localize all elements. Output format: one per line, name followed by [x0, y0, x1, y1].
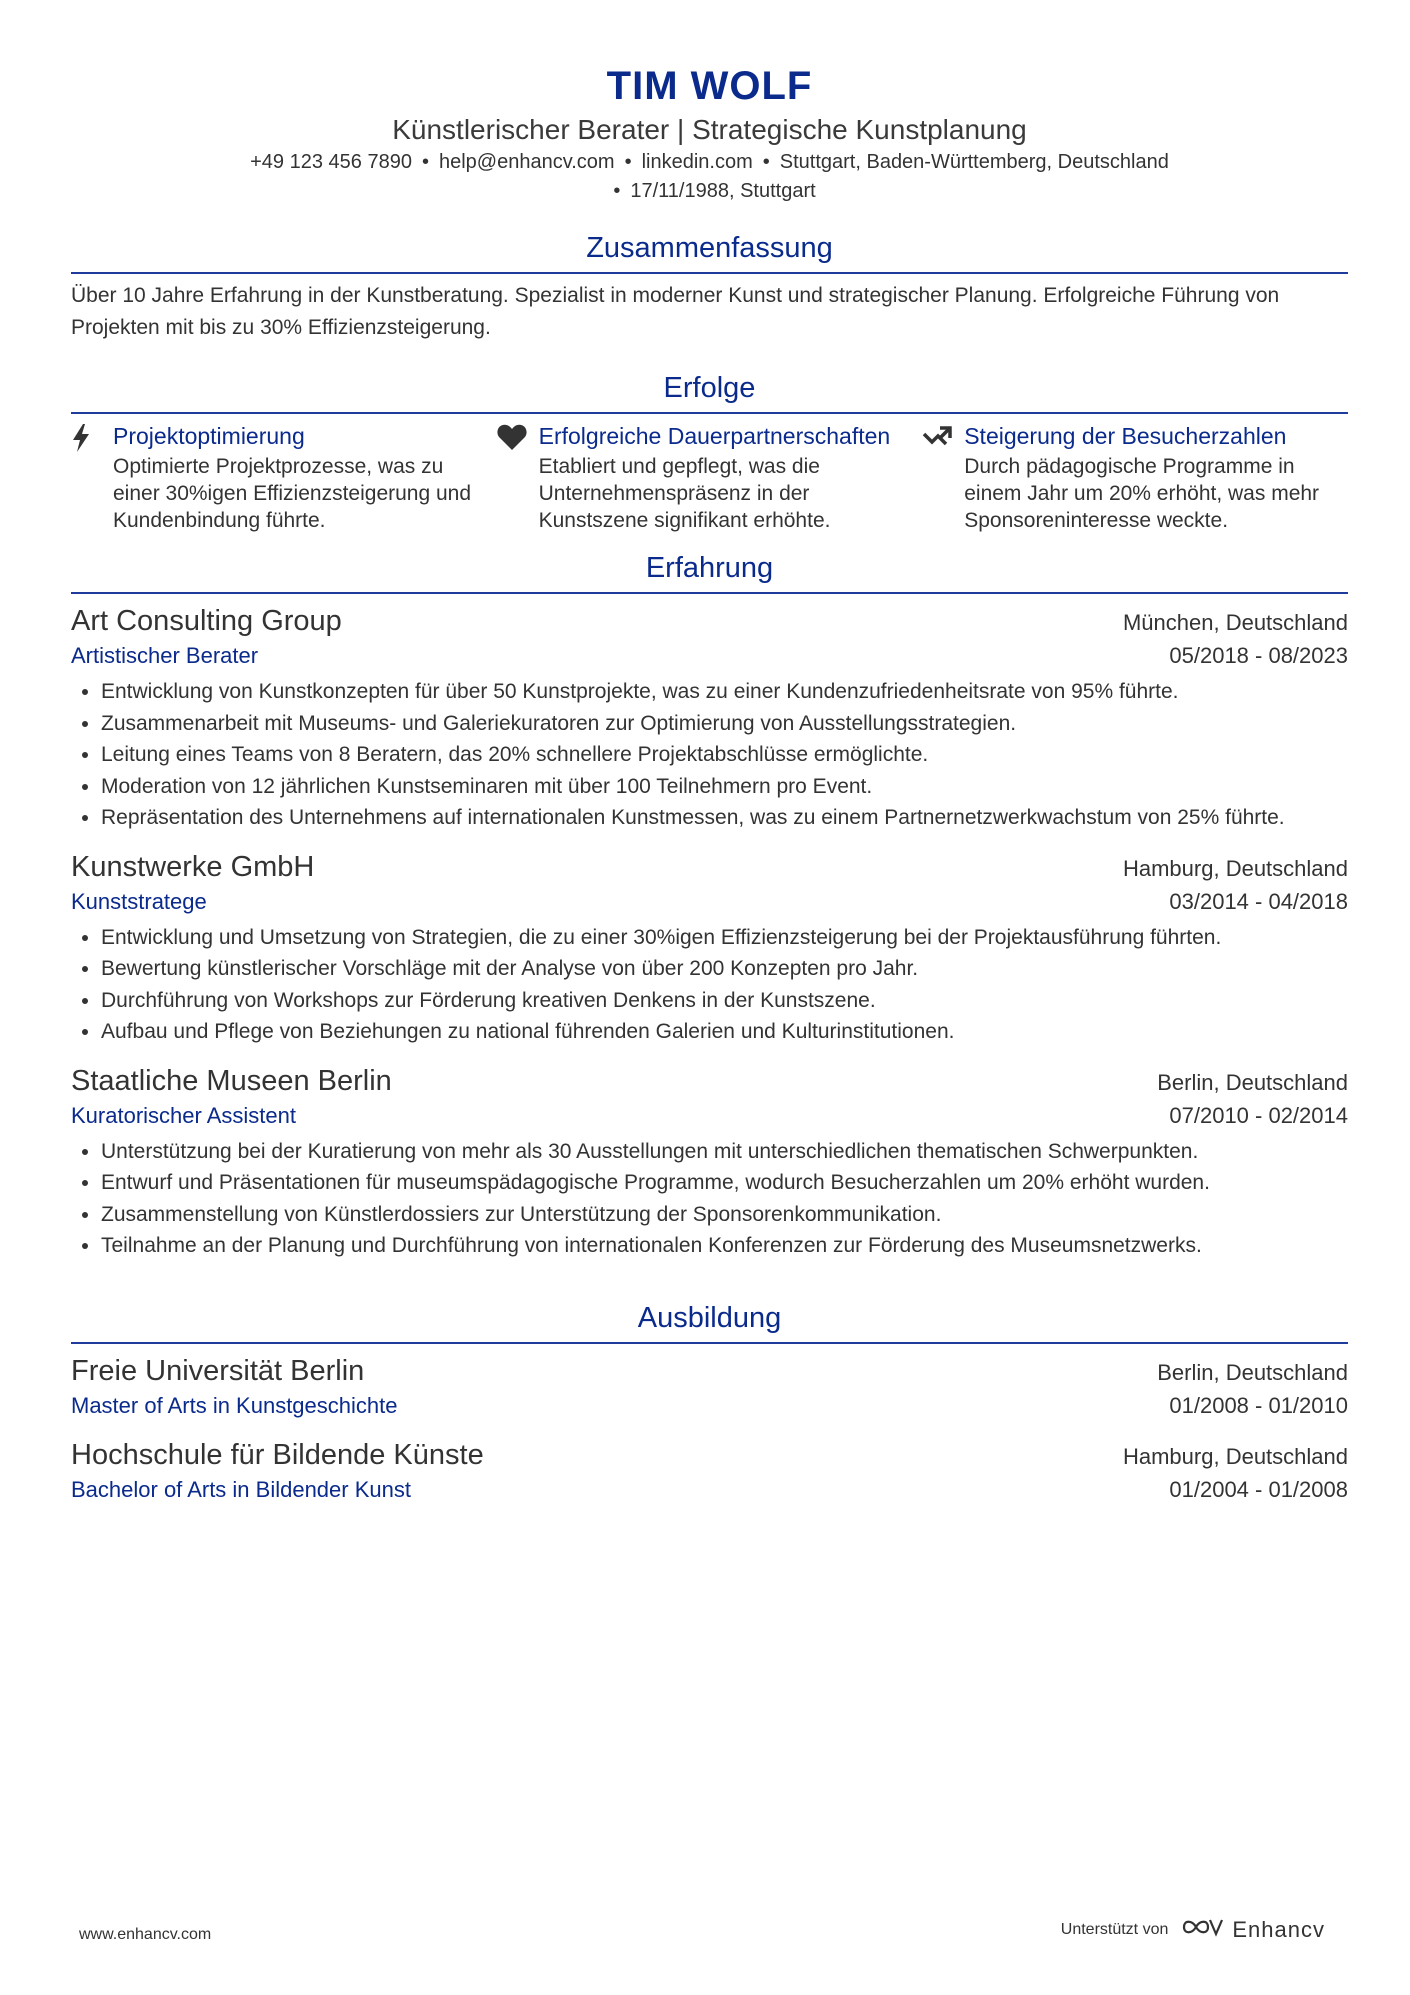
job-entry — [71, 602, 1348, 834]
bullet-item: • Repräsentation des Unternehmens auf internationalen Kunstmessen, was zu einem Partnernetzwerkwachstum von 25% führte. — [101, 802, 1348, 834]
trend-icon — [922, 422, 964, 534]
location: Stuttgart, Baden-Württemberg, Deutschland — [779, 151, 1169, 173]
bullet-item: • Unterstützung bei der Kuratierung von mehr als 30 Ausstellungen mit unterschiedlichen thematischen Schwerpunkten. — [101, 1136, 1348, 1168]
experience-section — [71, 550, 1348, 1262]
school-location: Berlin, Deutschland — [1157, 1359, 1348, 1385]
heart-icon — [497, 422, 539, 534]
achievement-desc: Durch pädagogische Programme in einem Jahr um 20% erhöht, was mehr Sponsoreninteresse weckte. — [964, 455, 1320, 532]
company-name: Art Consulting Group — [71, 605, 342, 637]
company-name: Kunstwerke GmbH — [71, 850, 315, 883]
degree: Bachelor of Arts in Bildender Kunst — [71, 1476, 411, 1502]
bullet-item: • Teilnahme an der Planung und Durchführung von internationalen Konferenzen zur Förderung des Museumsnetzwerks. — [101, 1230, 1348, 1262]
candidate-subtitle: Künstlerischer Berater | Strategische Kunstplanung — [392, 114, 1027, 145]
bullet-item: • Entwicklung und Umsetzung von Strategien, die zu einer 30%igen Effizienzsteigerung bei der Projektausführung führten. — [101, 922, 1348, 954]
bullet-item: • Zusammenstellung von Künstlerdossiers zur Unterstützung der Sponsorenkommunikation. — [101, 1199, 1348, 1231]
education-dates: 01/2008 - 01/2010 — [1169, 1392, 1348, 1418]
job-location: Hamburg, Deutschland — [1122, 855, 1348, 881]
email[interactable]: help@enhancv.com — [438, 151, 615, 173]
footer-website[interactable]: www.enhancv.com — [79, 1926, 212, 1943]
bullet-item: • Bewertung künstlerischer Vorschläge mit der Analyse von über 200 Konzepten pro Jahr. — [101, 953, 1348, 985]
achievement-desc: Etabliert und gepflegt, was die Unternehmenspräsenz in der Kunstszene signifikant erhöhte. — [538, 455, 831, 532]
job-bullets — [71, 922, 1348, 1048]
job-role: Kuratorischer Assistent — [71, 1102, 296, 1128]
achievement-desc: Optimierte Projektprozesse, was zu einer 30%igen Effizienzsteigerung und Kundenbindung führte. — [113, 455, 472, 532]
linkedin[interactable]: linkedin.com — [641, 151, 753, 173]
lightning-icon — [71, 422, 113, 534]
job-bullets — [71, 676, 1348, 834]
resume-page — [71, 0, 1348, 1506]
section-title: Erfolge — [71, 370, 1348, 414]
section-title: Ausbildung — [71, 1300, 1348, 1344]
enhancv-logo-icon — [1180, 1916, 1224, 1943]
section-title: Erfahrung — [71, 550, 1348, 594]
education-entry — [71, 1352, 1348, 1422]
education-dates: 01/2004 - 01/2008 — [1169, 1476, 1348, 1502]
education-entry — [71, 1436, 1348, 1506]
job-location: Berlin, Deutschland — [1157, 1069, 1348, 1095]
achievement-title: Erfolgreiche Dauerpartnerschaften — [538, 423, 891, 449]
job-bullets — [71, 1136, 1348, 1262]
bullet-item: • Entwicklung von Kunstkonzepten für über 50 Kunstprojekte, was zu einer Kundenzufriedenheitsrate von 95% führte. — [101, 676, 1348, 708]
bullet-item: • Leitung eines Teams von 8 Beratern, das 20% schnellere Projektabschlüsse ermöglichte. — [101, 739, 1348, 771]
bullet-item: • Moderation von 12 jährlichen Kunstseminaren mit über 100 Teilnehmern pro Event. — [101, 771, 1348, 803]
school-name: Freie Universität Berlin — [71, 1354, 365, 1387]
contact-line: +49 123 456 7890 • help@enhancv.com • linkedin.com • Stuttgart, Baden-Württemberg, Deutschland — [250, 151, 1169, 173]
candidate-name: TIM WOLF — [606, 64, 813, 108]
achievement-item — [497, 422, 923, 534]
summary-text: Über 10 Jahre Erfahrung in der Kunstberatung. Spezialist in moderner Kunst und strategischer Planung. Erfolgreiche Führung von Projekten mit bis zu 30% Effizienzsteigerung. — [71, 284, 1280, 339]
powered-by-text: Unterstützt von — [1060, 1920, 1169, 1938]
footer-branding — [1061, 1916, 1325, 1943]
bullet-item: • Aufbau und Pflege von Beziehungen zu national führenden Galerien und Kulturinstitutionen. — [101, 1016, 1348, 1048]
degree: Master of Arts in Kunstgeschichte — [71, 1392, 398, 1418]
summary-section — [71, 230, 1348, 344]
job-role: Artistischer Berater — [71, 643, 259, 668]
achievement-item — [922, 422, 1348, 534]
job-location: München, Deutschland — [1122, 610, 1348, 635]
school-name: Hochschule für Bildende Künste — [71, 1438, 484, 1471]
birth-line: • 17/11/1988, Stuttgart — [613, 180, 816, 202]
job-entry — [71, 848, 1348, 1048]
company-name: Staatliche Museen Berlin — [71, 1064, 392, 1097]
achievement-title: Projektoptimierung — [113, 423, 305, 449]
school-location: Hamburg, Deutschland — [1122, 1443, 1348, 1469]
bullet-item: • Durchführung von Workshops zur Förderung kreativen Denkens in der Kunstszene. — [101, 985, 1348, 1017]
bullet-item: • Zusammenarbeit mit Museums- und Galeriekuratoren zur Optimierung von Ausstellungsstrategien. — [101, 708, 1348, 740]
achievements-section — [71, 370, 1348, 534]
education-section — [71, 1300, 1348, 1506]
job-entry — [71, 1062, 1348, 1262]
job-dates: 05/2018 - 08/2023 — [1169, 643, 1348, 668]
job-dates: 03/2014 - 04/2018 — [1169, 888, 1348, 914]
bullet-item: • Entwurf und Präsentationen für museumspädagogische Programme, wodurch Besucherzahlen um 20% erhöht wurden. — [101, 1167, 1348, 1199]
brand-name: Enhancv — [1232, 1916, 1325, 1942]
job-role: Kunststratege — [71, 888, 207, 914]
achievements-list — [71, 422, 1348, 534]
birth-info: 17/11/1988, Stuttgart — [630, 180, 816, 202]
job-dates: 07/2010 - 02/2014 — [1169, 1102, 1348, 1128]
section-title: Zusammenfassung — [71, 230, 1348, 274]
achievement-item — [71, 422, 497, 534]
phone: +49 123 456 7890 — [250, 151, 412, 173]
achievement-title: Steigerung der Besucherzahlen — [964, 423, 1287, 449]
